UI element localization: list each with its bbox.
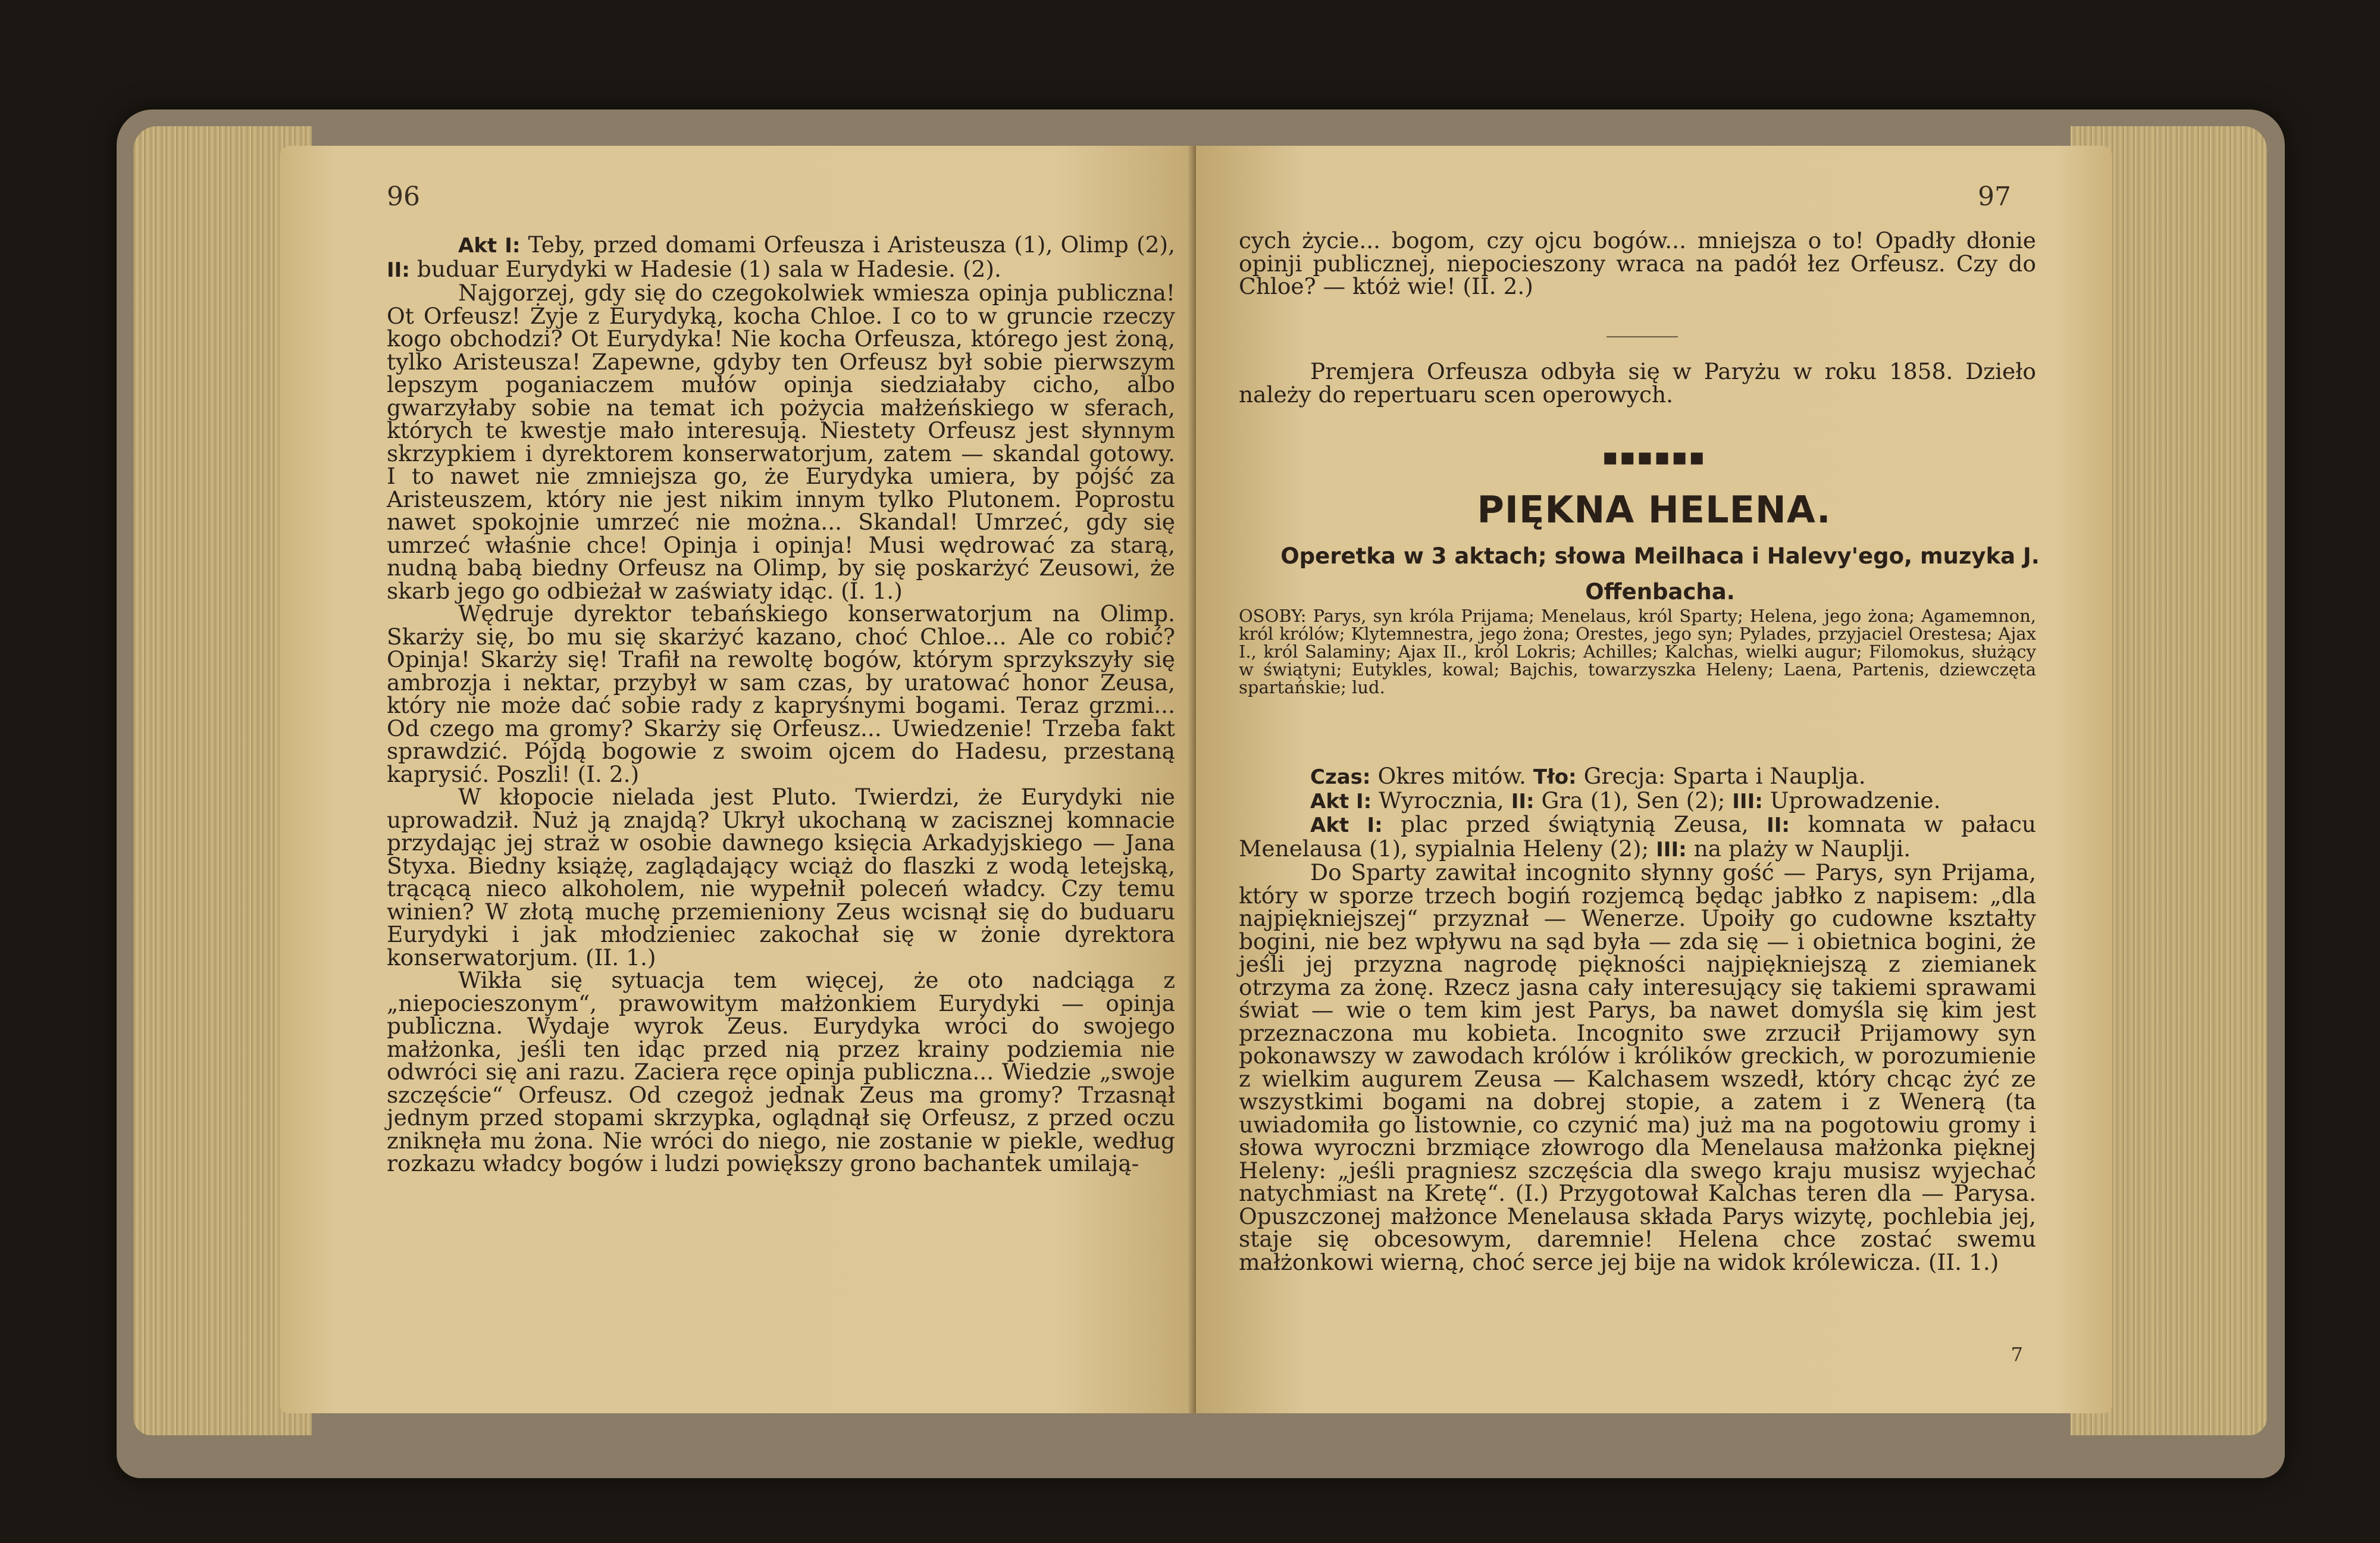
text-run: na plaży w Nauplji. bbox=[1686, 835, 1911, 862]
continuation-text bbox=[1239, 229, 2036, 298]
divider-rule bbox=[1606, 336, 1678, 337]
ornament: ▪▪▪▪▪▪ bbox=[1602, 443, 1706, 471]
text-run: Okres mitów. bbox=[1370, 763, 1533, 789]
paragraph: cych życie... bogom, czy ojcu bogów... mniejsza o to! Opadły dłonie opinji publicznej, niepocieszony wraca na padół łez Orfeusz. Czy do Chloe? — któż wie! (II. 2.) bbox=[1239, 227, 2036, 299]
paragraph: Wędruje dyrektor tebańskiego konserwatorjum na Olimp. Skarży się, bo mu się skarżyć kazano, choć Chloe... Ale co robić? Opinja! Skarży się! Trafił na rewoltę bogów, którym sprzykszyły się ambrozja i nektar, przybył w sam czas, by uratować honor Zeusa, który nie może dać sobie rady z kapryśnymi bogami. Teraz grzmi... Od czego ma gromy? Skarży się Orfeusz... Uwiedzenie! Trzeba fakt sprawdzić. Pójdą bogowie z swoim ojcem do Hadesu, przestaną kaprysić. Poszli! (I. 2.) bbox=[387, 600, 1175, 787]
section-title: PIĘKNA HELENA. bbox=[1477, 488, 1831, 531]
text-run: komnata w pałacu Menelausa (1), sypialnia Heleny (2); bbox=[1239, 811, 2037, 862]
text-run: Gra (1), Sen (2); bbox=[1534, 787, 1733, 813]
act-line bbox=[387, 233, 1175, 281]
act-line bbox=[1239, 789, 2036, 813]
bold-label: Tło: bbox=[1533, 765, 1577, 789]
paragraph: Do Sparty zawitał incognito słynny gość — Parys, syn Prijama, który w sporze trzech bogiń rozjemcą będąc jabłko z napisem: „dla najpiękniejszej“ przyznał — Wenerze. Upoiły go cudowne kształty bogini, nie bez wpływu na sąd była — zda się — i obietnica bogini, że jeśli jej przyzna nagrodę piękności najpiękniejszą z ziemianek otrzyma za żonę. Rzecz jasna cały interesujący się takiemi sprawami świat — wie o tem kim jest Parys, ba nawet domyśla się kim jest przeznaczona mu kobieta. Incognito swe zrzucił Prijamowy syn pokonawszy w zawodach królów i królików greckich, w porozumienie z wielkim augurem Zeusa — Kalchasem wszedł, który chcąc żyć ze wszystkimi bogami na dobrej stopie, a zatem i z Wenerą (ta uwiadomiła go listownie, co czynić ma) już ma na pogotowiu gromy i słowa wyroczni brzmiące złowrogo dla Menelausa małżonka pięknej Heleny: „jeśli pragniesz szczęścia dla swego kraju musisz wyjechać natychmiast na Kretę“. (I.) Przygotował Kalchas teren dla — Parysa. Opuszczonej małżonce Menelausa składa Parys wizytę, pochlebia jej, staje się obcesowym, daremnie! Helena chce zostać swemu małżonkowi wierną, choć serce jej bije na widok królewicza. (II. 1.) bbox=[1239, 859, 2036, 1275]
signature-mark: 7 bbox=[2011, 1343, 2023, 1366]
right-page bbox=[1196, 146, 2112, 1413]
text-run: Teby, przed domami Orfeusza i Aristeusza (1), Olimp (2), bbox=[520, 231, 1175, 258]
paragraph: W kłopocie nielada jest Pluto. Twierdzi, że Eurydyki nie uprowadził. Nuż ją znajdą? Ukrył ukochaną w zacisznej komnacie przydając jej straż w osobie dawnego księcia Arkadyjskiego — Jana Styxa. Biedny książę, zaglądający wciąż do flaszki z wodą letejską, trącącą nieco alkoholem, nie wypełnił poleceń władcy. Czy temu winien? W złotą muchę przemieniony Zeus wcisnął się do buduaru Eurydyki i jak młodzieniec zakochał się w żonie dyrektora konserwatorjum. (II. 1.) bbox=[387, 784, 1175, 971]
page-number-right: 97 bbox=[1978, 181, 2011, 212]
bold-label: Akt I: bbox=[458, 234, 521, 258]
bold-label: II: bbox=[1511, 789, 1535, 813]
page-number-left: 96 bbox=[387, 181, 420, 212]
bold-label: III: bbox=[1656, 837, 1687, 862]
paragraph: Premjera Orfeusza odbyła się w Paryżu w roku 1858. Dzieło należy do repertuaru scen operowych. bbox=[1239, 358, 2036, 408]
bold-label: III: bbox=[1732, 789, 1763, 813]
paragraph: Wikła się sytuacja tem więcej, że oto nadciąga z „niepocieszonym“, prawowitym małżonkiem Eurydyki — opinja publiczna. Wydaje wyrok Zeus. Eurydyka wróci do swojego małżonka, jeśli ten idąc przed nią przez krainy podziemia nie odwróci się ani razu. Zaciera ręce opinja publiczna... Wiedzie „swoje szczęście“ Orfeusz. Od czegoż jednak Zeus ma gromy? Trzasnął jednym przed stopami skrzypka, oglądnął się Orfeusz, z przed oczu zniknęła mu żona. Nie wróci do niego, nie zostanie w piekle, według rozkazu władcy bogów i ludzi powiększy grono bachantek umilają- bbox=[387, 967, 1175, 1176]
act-line bbox=[1239, 813, 2036, 861]
text-run: Uprowadzenie. bbox=[1762, 787, 1941, 813]
left-page bbox=[280, 146, 1196, 1413]
time-line bbox=[1239, 765, 2036, 789]
text-run: buduar Eurydyki w Hadesie (1) sala w Hadesie. (2). bbox=[409, 255, 1001, 282]
left-page-text bbox=[387, 233, 1175, 1175]
premiere-text bbox=[1239, 360, 2036, 406]
bold-label: Akt I: bbox=[1310, 813, 1383, 837]
bold-label: Akt I: bbox=[1310, 789, 1372, 813]
bold-label: II: bbox=[1767, 813, 1790, 837]
paragraph: Najgorzej, gdy się do czegokolwiek wmiesza opinja publiczna! Ot Orfeusz! Żyje z Eurydyką, kocha Chloe. I co to w gruncie rzeczy kogo obchodzi? Ot Eurydyka! Nie kocha Orfeusza, którego jest żoną, tylko Aristeusza! Zapewne, gdyby ten Orfeusz był sobie pierwszym lepszym poganiaczem mułów opinja siedziałaby cicho, albo gwarzyłaby sobie na temat ich pożycia małżeńskiego w sferach, których te kwestje mało interesują. Niestety Orfeusz jest słynnym skrzypkiem i dyrektorem konserwatorjum, zatem — skandal gotowy. I to nawet nie zmniejsza go, że Eurydyka umiera, by pójść za Aristeuszem, który nie jest nikim innym tylko Plutonem. Poprostu nawet spokojnie umrzeć nie można... Skandal! Umrzeć, gdy się umrzeć właśnie chce! Opinja i opinja! Musi wędrować za starą, nudną babą biedny Orfeusz na Olimp, by się poskarżyć Zeusowi, że skarb jego go odbieżał w zaświaty idąc. (I. 1.) bbox=[387, 280, 1175, 604]
cast-list: OSOBY: Parys, syn króla Prijama; Menelaus, król Sparty; Helena, jego żona; Agamemnon, król królów; Klytemnestra, jego żona; Orestes, jego syn; Pylades, przyjaciel Orestesa; Ajax I., król Salaminy; Ajax II., król Lokris; Achilles; Kalchas, wielki augur; Filomokus, służący w świątyni; Eutykles, kowal; Bajchis, towarzyszka Heleny; Laena, Partenis, dziewczęta spartańskie; lud. bbox=[1239, 606, 2036, 697]
section-subtitle: Operetka w 3 aktach; słowa Meilhaca i Halevy'ego, muzyka J. Offenbacha. bbox=[1280, 543, 2040, 605]
text-run: Wyrocznia, bbox=[1371, 787, 1511, 813]
bold-label: II: bbox=[387, 258, 410, 282]
bold-label: Czas: bbox=[1310, 765, 1371, 789]
text-run: plac przed świątynią Zeusa, bbox=[1382, 811, 1767, 837]
text-run: Grecja: Sparta i Nauplja. bbox=[1576, 763, 1866, 789]
right-page-text bbox=[1239, 765, 2036, 1273]
